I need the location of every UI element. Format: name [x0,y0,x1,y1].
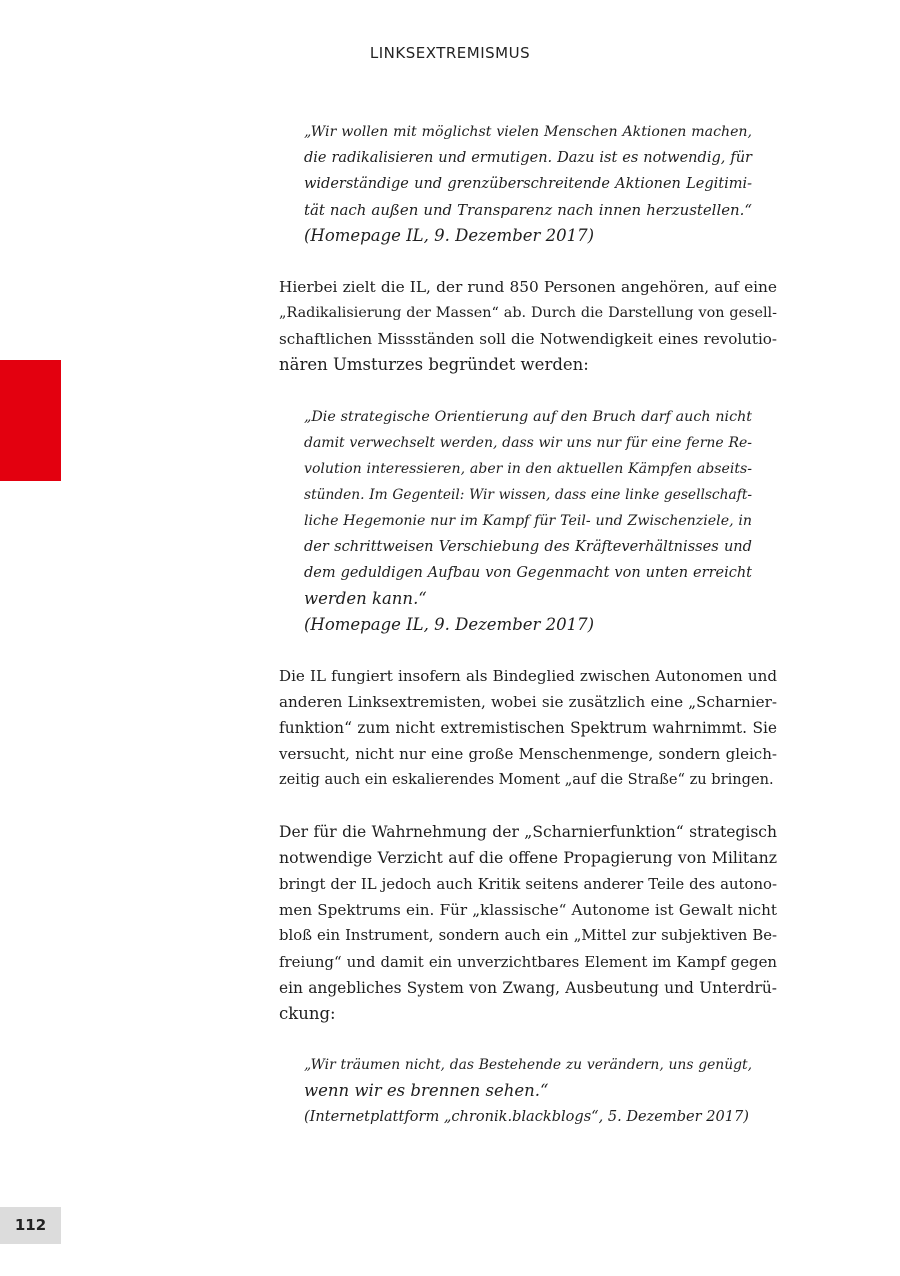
quote-block-3 [304,1052,752,1130]
quote-line: „Die strategische Orientierung auf den Bruch darf auch nicht [304,409,752,425]
paragraph-line: zeitig auch ein eskalierendes Moment „auf die Straße“ zu bringen. [279,771,774,788]
quote-line: tät nach außen und Transparenz nach innen herzustellen.“ [304,201,752,219]
paragraph-line: schaftlichen Missständen soll die Notwendigkeit eines revolutio- [279,330,777,348]
quote-source: (Internetplattform „chronik.blackblogs“, 5. Dezember 2017) [304,1108,749,1125]
paragraph-1 [279,274,777,378]
paragraph-line: funktion“ zum nicht extremistischen Spektrum wahrnimmt. Sie [279,719,777,737]
quote-line: widerständige und grenzüberschreitende Aktionen Legitimi- [304,176,752,192]
paragraph-line: „Radikalisierung der Massen“ ab. Durch die Darstellung von gesell- [279,305,777,321]
paragraph-line: anderen Linksextremisten, wobei sie zusätzlich eine „Scharnier- [279,693,777,711]
paragraph-2 [279,663,777,793]
quote-line: „Wir wollen mit möglichst vielen Menschen Aktionen machen, [304,124,752,140]
paragraph-line: Der für die Wahrnehmung der „Scharnierfunktion“ strategisch [279,823,777,841]
quote-line: dem geduldigen Aufbau von Gegenmacht von unten erreicht [304,565,752,581]
quote-block-1 [304,119,752,249]
page-number: 112 [0,1207,61,1244]
quote-line: der schrittweisen Verschiebung des Kräfteverhältnisses und [304,538,752,555]
quote-line: damit verwechselt werden, dass wir uns nur für eine ferne Re- [304,435,752,451]
running-header: LINKSEXTREMISMUS [369,44,531,62]
chapter-marker [0,360,61,481]
paragraph-line: ckung: [279,1004,336,1023]
paragraph-line: bringt der IL jedoch auch Kritik seitens anderer Teile des autono- [279,875,777,893]
paragraph-line: notwendige Verzicht auf die offene Propagierung von Militanz [279,848,777,867]
paragraph-line: Hierbei zielt die IL, der rund 850 Personen angehören, auf eine [279,278,777,296]
paragraph-line: freiung“ und damit ein unverzichtbares Element im Kampf gegen [279,953,777,971]
paragraph-line: Die IL fungiert insofern als Bindeglied zwischen Autonomen und [279,667,777,685]
paragraph-3 [279,819,777,1027]
paragraph-line: men Spektrums ein. Für „klassische“ Autonome ist Gewalt nicht [279,901,777,919]
paragraph-line: bloß ein Instrument, sondern auch ein „Mittel zur subjektiven Be- [279,927,777,944]
quote-line: volution interessieren, aber in den aktuellen Kämpfen abseits- [304,461,752,477]
quote-source: (Homepage IL, 9. Dezember 2017) [304,615,595,634]
quote-line: stünden. Im Gegenteil: Wir wissen, dass eine linke gesellschaft- [304,487,752,503]
quote-line: die radikalisieren und ermutigen. Dazu ist es notwendig, für [304,150,752,166]
paragraph-line: versucht, nicht nur eine große Menschenmenge, sondern gleich- [279,745,777,763]
paragraph-line: ein angebliches System von Zwang, Ausbeutung und Unterdrü- [279,979,777,997]
quote-line: liche Hegemonie nur im Kampf für Teil- und Zwischenziele, in [304,513,752,529]
quote-source: (Homepage IL, 9. Dezember 2017) [304,226,595,245]
quote-line: „Wir träumen nicht, das Bestehende zu verändern, uns genügt, [304,1057,752,1073]
quote-block-2 [304,404,752,638]
paragraph-line: nären Umsturzes begründet werden: [279,355,589,374]
quote-line: wenn wir es brennen sehen.“ [304,1081,549,1100]
quote-line: werden kann.“ [304,589,427,608]
